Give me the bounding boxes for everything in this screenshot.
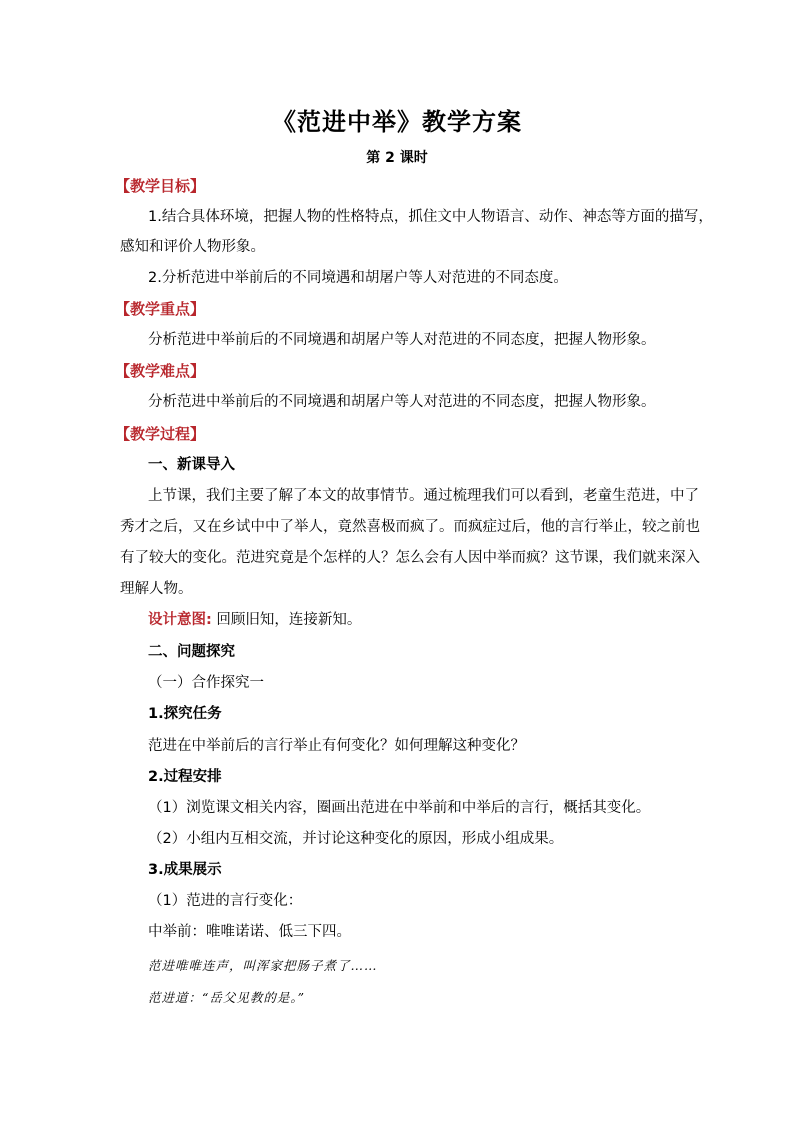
intro-line-3: 有了较大的变化。范进究竟是个怎样的人？怎么会有人因中举而疯？这节课，我们就来深入: [120, 550, 700, 566]
intro-line-1: 上节课，我们主要了解了本文的故事情节。通过梳理我们可以看到，老童生范进，中了: [148, 488, 699, 504]
design-intent: [148, 610, 708, 630]
quote-2: 范进道：“岳父见教的是。”: [148, 990, 306, 1005]
intro-line-2: 秀才之后，又在乡试中中了举人，竟然喜极而疯了。而疯症过后，他的言行举止，较之前也: [120, 519, 700, 535]
goal-1-line-2: 感知和评价人物形象。: [120, 239, 265, 255]
section-head-difficulties: 【教学难点】: [115, 362, 206, 380]
section-head-process: 【教学过程】: [115, 425, 206, 443]
section-head-goals: 【教学目标】: [115, 177, 206, 195]
heading-problem-inquiry: 二、问题探究: [148, 644, 235, 660]
before-exam-summary: 中举前：唯唯诺诺、低三下四。: [148, 924, 351, 940]
heading-cooperative-inquiry-1: （一）合作探究一: [148, 675, 264, 691]
result-item-1: （1）范进的言行变化：: [148, 893, 303, 909]
lesson-number: 第 2 课时: [366, 150, 428, 166]
task-text: 范进在中举前后的言行举止有何变化？如何理解这种变化？: [148, 738, 525, 754]
intro-line-4: 理解人物。: [120, 581, 193, 597]
quote-1: 范进唯唯连声，叫浑家把肠子煮了……: [148, 958, 378, 973]
section-head-key-points: 【教学重点】: [115, 300, 206, 318]
goal-2: 2.分析范进中举前后的不同境遇和胡屠户等人对范进的不同态度。: [148, 270, 568, 286]
goal-1-line-1: 1.结合具体环境，把握人物的性格特点，抓住文中人物语言、动作、神态等方面的描写，: [148, 209, 713, 225]
difficulties-text: 分析范进中举前后的不同境遇和胡屠户等人对范进的不同态度，把握人物形象。: [148, 394, 656, 410]
page-title: 《范进中举》教学方案: [272, 108, 522, 136]
heading-results: 3.成果展示: [148, 862, 222, 878]
process-step-2: （2）小组内互相交流，并讨论这种变化的原因，形成小组成果。: [148, 831, 564, 847]
heading-task: 1.探究任务: [148, 706, 222, 722]
heading-process-arrangement: 2.过程安排: [148, 769, 222, 785]
design-intent-label: 设计意图:: [148, 612, 212, 628]
design-intent-text: 回顾旧知，连接新知。: [216, 612, 362, 628]
process-step-1: （1）浏览课文相关内容，圈画出范进在中举前和中举后的言行，概括其变化。: [148, 800, 651, 816]
heading-new-lesson: 一、新课导入: [148, 457, 235, 473]
key-points-text: 分析范进中举前后的不同境遇和胡屠户等人对范进的不同态度，把握人物形象。: [148, 332, 656, 348]
